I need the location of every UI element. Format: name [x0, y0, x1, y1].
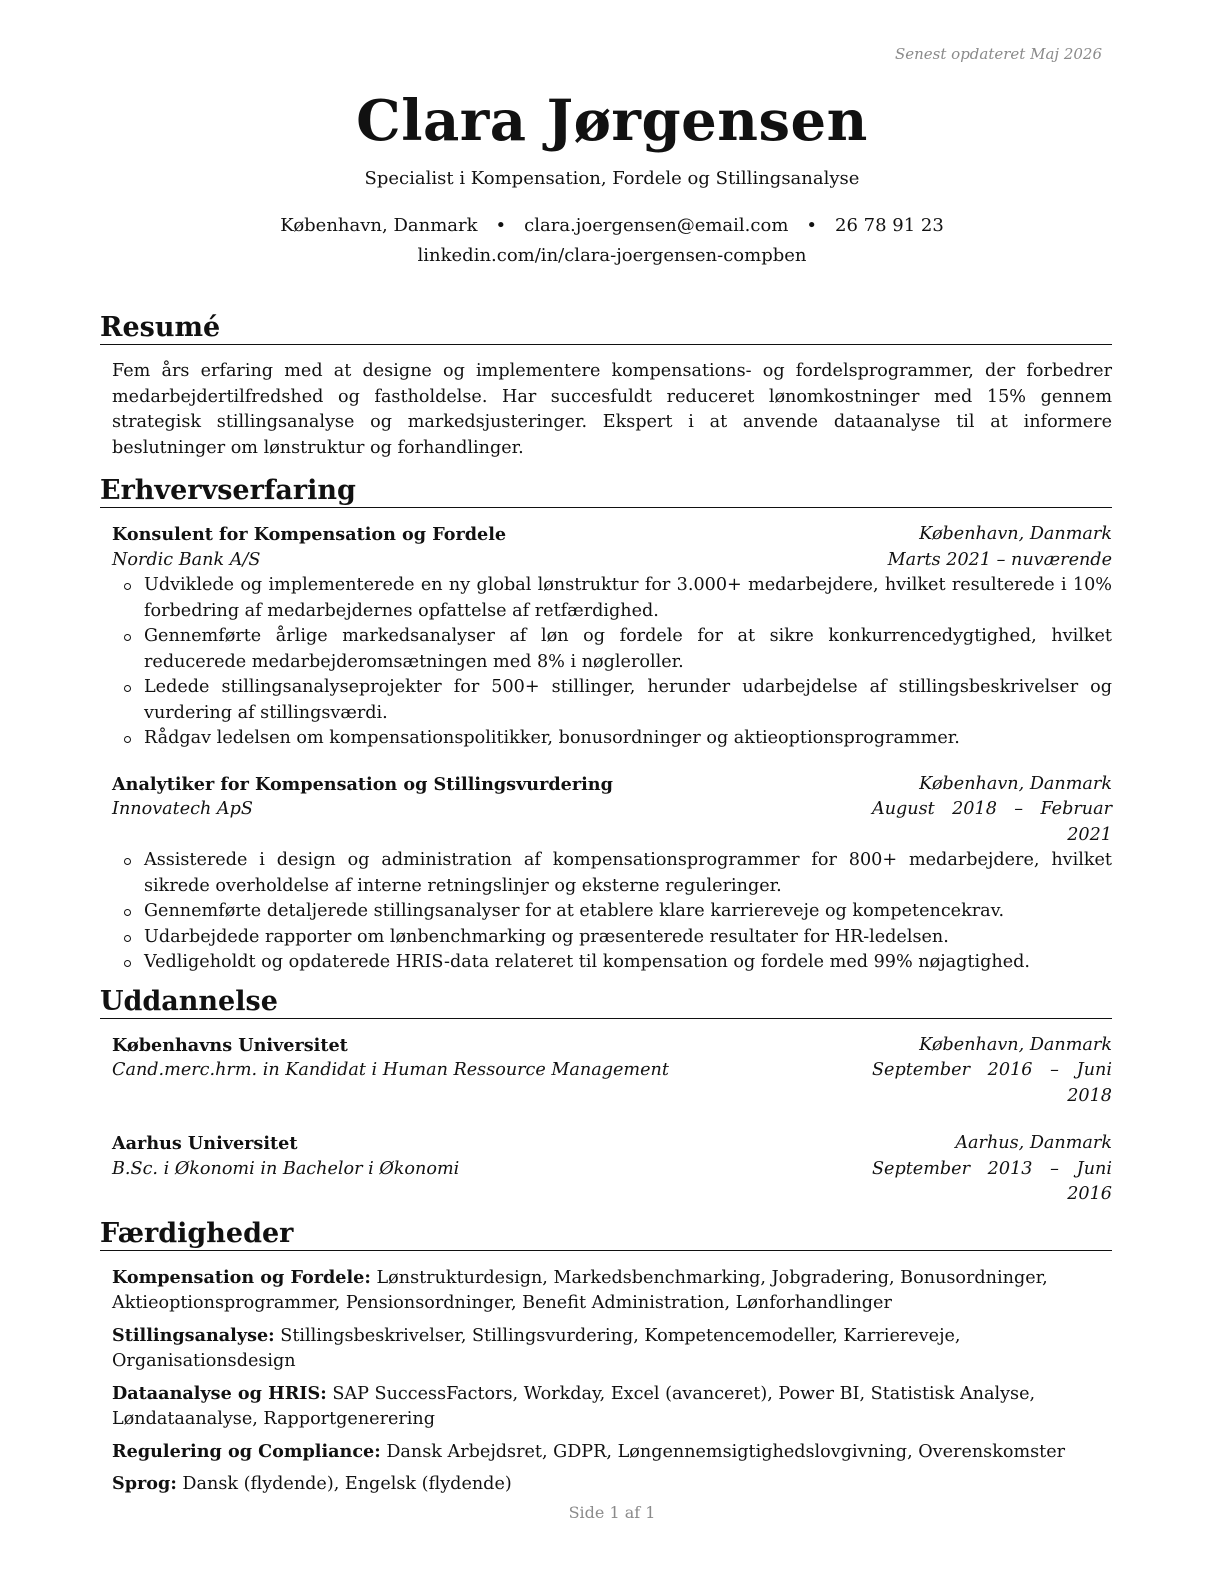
email-link[interactable]: clara.joergensen@email.com: [524, 215, 789, 236]
job-title: Analytiker for Kompensation og Stillingsvurdering: [112, 773, 613, 795]
skill-value: SAP SuccessFactors, Workday, Excel (avanceret), Power BI, Statistisk Analyse, Løndataanalyse, Rapportgenerering: [112, 1383, 1036, 1429]
school-name: Københavns Universitet: [112, 1034, 348, 1056]
skill-line: [100, 1439, 1112, 1466]
education-entry: [100, 1033, 1112, 1110]
skill-value: Dansk Arbejdsret, GDPR, Løngennemsigtighedslovgivning, Overenskomster: [386, 1441, 1066, 1462]
skill-value: Lønstrukturdesign, Markedsbenchmarking, Jobgradering, Bonusordninger, Aktieoptionsprogrammer, Pensionsordninger, Benefit Administration, Lønforhandlinger: [112, 1267, 1048, 1313]
degree-name: B.Sc. i Økonomi in Bachelor i Økonomi: [112, 1158, 460, 1179]
degree-name: Cand.merc.hrm. in Kandidat i Human Ressource Management: [112, 1060, 669, 1080]
page-footer: Side 1 af 1: [568, 1503, 656, 1522]
company-name: Nordic Bank A/S: [112, 549, 261, 570]
resume-content: [100, 312, 1112, 1506]
school-name: Aarhus Universitet: [112, 1133, 298, 1154]
job-bullets: [112, 848, 1112, 976]
job-dates: August 2018 – Februar 2021: [872, 799, 1112, 845]
job-title: Konsulent for Kompensation og Fordele: [112, 524, 507, 545]
resume-header: [0, 86, 1224, 266]
job-location: København, Danmark: [919, 524, 1112, 544]
bullet-item: Udviklede og implementerede en ny global lønstruktur for 3.000+ medarbejdere, hvilket resulterede i 10% forbedring af medarbejdernes opfattelse af retfærdighed.: [112, 573, 1112, 624]
phone-text: 26 78 91 23: [835, 215, 944, 236]
bullet-item: Gennemførte detaljerede stillingsanalyser for at etablere klare karriereveje og kompetencekrav.: [112, 899, 1112, 925]
bullet-item: Udarbejdede rapporter om lønbenchmarking og præsenterede resultater for HR-ledelsen.: [112, 925, 1112, 951]
bullet-item: Vedligeholdt og opdaterede HRIS-data relateret til kompensation og fordele med 99% nøjagtighed.: [112, 950, 1112, 976]
separator-dot: •: [495, 215, 507, 236]
education-dates: September 2013 – Juni 2016: [872, 1158, 1112, 1204]
education-dates: September 2016 – Juni 2018: [872, 1060, 1112, 1106]
skill-label: Stillingsanalyse:: [112, 1324, 275, 1346]
skill-label: Regulering og Compliance:: [112, 1440, 381, 1462]
education-entry: [100, 1131, 1112, 1208]
bullet-item: Assisterede i design og administration af kompensationsprogrammer for 800+ medarbejdere, hvilket sikrede overholdelse af interne retningslinjer og eksterne reguleringer.: [112, 848, 1112, 899]
skill-value: Stillingsbeskrivelser, Stillingsvurdering, Kompetencemodeller, Karriereveje, Organisationsdesign: [112, 1325, 961, 1371]
skill-label: Kompensation og Fordele:: [112, 1266, 371, 1288]
education-section: [100, 986, 1112, 1208]
section-heading: Erhvervserfaring: [100, 475, 1112, 508]
job-entry: [100, 772, 1112, 976]
experience-section: [100, 475, 1112, 976]
school-location: København, Danmark: [919, 1034, 1112, 1055]
linkedin-link[interactable]: linkedin.com/in/clara-joergensen-compben: [417, 245, 807, 266]
last-updated-note: Senest opdateret Maj 2026: [894, 45, 1102, 63]
school-location: Aarhus, Danmark: [955, 1133, 1112, 1153]
summary-text: Fem års erfaring med at designe og implementere kompensations- og fordelsprogrammer, der forbedrer medarbejdertilfredshed og fastholdelse. Har succesfuldt reduceret lønomkostninger med 15% gennem strategisk stillingsanalyse og markedsjusteringer. Ekspert i at anvende dataanalyse til at informere beslutninger om lønstruktur og forhandlinger.: [112, 361, 1112, 458]
skill-line: [100, 1265, 1112, 1317]
section-heading: Resumé: [100, 312, 1112, 345]
skill-line: [100, 1471, 1112, 1498]
skill-line: [100, 1323, 1112, 1375]
job-dates: Marts 2021 – nuværende: [887, 549, 1112, 570]
company-name: Innovatech ApS: [112, 799, 253, 819]
job-entry: [100, 522, 1112, 752]
candidate-title: Specialist i Kompensation, Fordele og Stillingsanalyse: [364, 168, 860, 189]
location-text: København, Danmark: [280, 215, 478, 236]
skill-label: Sprog:: [112, 1473, 177, 1494]
summary-section: [100, 312, 1112, 461]
job-bullets: [112, 573, 1112, 752]
section-heading: Færdigheder: [100, 1218, 1112, 1251]
bullet-item: Gennemførte årlige markedsanalyser af løn og fordele for at sikre konkurrencedygtighed, hvilket reducerede medarbejderomsætningen med 8% i nøgleroller.: [112, 624, 1112, 675]
skill-value: Dansk (flydende), Engelsk (flydende): [182, 1474, 512, 1494]
job-location: København, Danmark: [919, 773, 1112, 794]
skill-label: Dataanalyse og HRIS:: [112, 1382, 327, 1404]
skill-line: [100, 1381, 1112, 1433]
section-heading: Uddannelse: [100, 986, 1112, 1019]
skills-section: [100, 1218, 1112, 1498]
bullet-item: Ledede stillingsanalyseprojekter for 500+ stillinger, herunder udarbejdelse af stillingsbeskrivelser og vurdering af stillingsværdi.: [112, 675, 1112, 726]
bullet-item: Rådgav ledelsen om kompensationspolitikker, bonusordninger og aktieoptionsprogrammer.: [112, 726, 1112, 752]
separator-dot: •: [806, 215, 818, 236]
candidate-name: Clara Jørgensen: [356, 88, 868, 154]
contact-line: [0, 215, 1224, 236]
